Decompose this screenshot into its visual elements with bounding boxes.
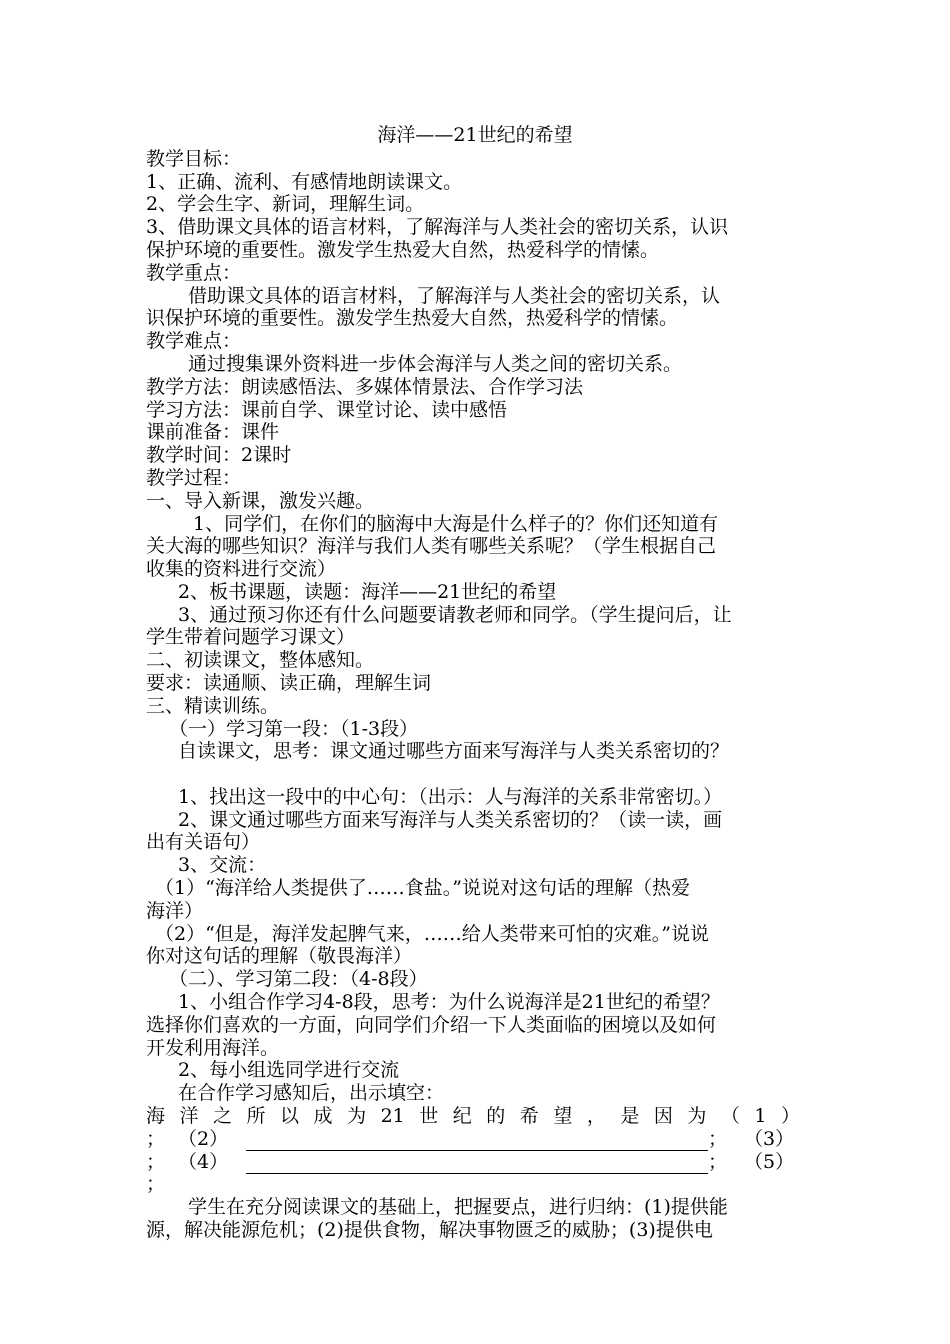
paragraph-line: 海洋）: [146, 900, 204, 922]
summary-line: 学生在充分阅读课文的基础上，把握要点，进行归纳：(1)提供能: [188, 1196, 728, 1218]
section-heading-difficulty: 教学难点：: [146, 330, 242, 352]
paragraph-line: 自读课文，思考：课文通过哪些方面来写海洋与人类关系密切的？: [178, 740, 730, 762]
paragraph-line: 学生带着问题学习课文）: [146, 626, 356, 648]
step-heading: 二、初读课文，整体感知。: [146, 649, 375, 671]
paragraph-line: 2、每小组选同学进行交流: [178, 1059, 400, 1081]
paragraph-line: 识保护环境的重要性。激发学生热爱大自然，热爱科学的情愫。: [146, 307, 679, 329]
fill-semicolon: ；: [146, 1128, 166, 1150]
section-heading-goals: 教学目标：: [146, 148, 242, 170]
paragraph-line: 借助课文具体的语言材料，了解海洋与人类社会的密切关系，认: [188, 285, 721, 307]
paragraph-line: 出有关语句）: [146, 831, 261, 853]
teaching-time: 教学时间：2课时: [146, 444, 292, 466]
preparation: 课前准备：课件: [146, 421, 280, 443]
fill-mark-5: （5）: [744, 1151, 795, 1173]
paragraph-line: 收集的资料进行交流）: [146, 558, 337, 580]
fill-semicolon: ；: [146, 1151, 166, 1173]
fill-mark-3: （3）: [744, 1128, 795, 1150]
paragraph-line: 要求：读通顺、读正确，理解生词: [146, 672, 432, 694]
paragraph-line: （1）“海洋给人类提供了……食盐。”说说对这句话的理解（热爱: [155, 877, 691, 899]
step-heading: 一、导入新课，激发兴趣。: [146, 490, 375, 512]
paragraph-line: 1、同学们，在你们的脑海中大海是什么样子的？你们还知道有: [193, 513, 719, 535]
paragraph-line: 通过搜集课外资料进一步体会海洋与人类之间的密切关系。: [188, 353, 683, 375]
section-heading-focus: 教学重点：: [146, 262, 242, 284]
fill-mark-4: （4）: [178, 1151, 229, 1173]
paragraph-line: 1、小组合作学习4-8段，思考：为什么说海洋是21世纪的希望？: [178, 991, 720, 1013]
fill-mark-2: （2）: [178, 1128, 229, 1150]
learning-method: 学习方法：课前自学、课堂讨论、读中感悟: [146, 399, 508, 421]
fill-semicolon: ；: [146, 1173, 166, 1195]
fill-blank-4[interactable]: [246, 1151, 708, 1174]
fill-semicolon: ；: [708, 1151, 728, 1173]
paragraph-line: （2）“但是，海洋发起脾气来，……给人类带来可怕的灾难。”说说: [155, 923, 710, 945]
fill-in-line-1: 海洋之所以成为21世纪的希望，是因为（1）: [146, 1105, 800, 1127]
goal-item-cont: 保护环境的重要性。激发学生热爱大自然，热爱科学的情愫。: [146, 239, 660, 261]
paragraph-line: 关大海的哪些知识？海洋与我们人类有哪些关系呢？（学生根据自己: [146, 535, 717, 557]
subsection-heading: （二）、学习第二段：（4-8段）: [169, 968, 428, 990]
goal-item: 1、正确、流利、有感情地朗读课文。: [146, 171, 463, 193]
document-title: 海洋——21世纪的希望: [377, 124, 573, 146]
subsection-heading: （一）学习第一段：（1-3段）: [169, 718, 419, 740]
fill-blank-2[interactable]: [246, 1128, 708, 1151]
step-heading: 三、精读训练。: [146, 695, 280, 717]
paragraph-line: 你对这句话的理解（敬畏海洋）: [146, 945, 413, 967]
paragraph-line: 选择你们喜欢的一方面，向同学们介绍一下人类面临的困境以及如何: [146, 1014, 717, 1036]
paragraph-line: 3、通过预习你还有什么问题要请教老师和同学。（学生提问后，让: [178, 604, 732, 626]
paragraph-line: 3、交流：: [178, 854, 267, 876]
paragraph-line: 2、板书课题，读题：海洋——21世纪的希望: [178, 581, 557, 603]
teaching-method: 教学方法：朗读感悟法、多媒体情景法、合作学习法: [146, 376, 584, 398]
goal-item: 2、学会生字、新词，理解生词。: [146, 193, 425, 215]
section-heading-process: 教学过程：: [146, 467, 242, 489]
fill-semicolon: ；: [708, 1128, 728, 1150]
goal-item: 3、借助课文具体的语言材料，了解海洋与人类社会的密切关系，认识: [146, 216, 729, 238]
paragraph-line: 1、找出这一段中的中心句：（出示：人与海洋的关系非常密切。）: [178, 786, 723, 808]
summary-line: 源，解决能源危机；(2)提供食物，解决事物匮乏的威胁；(3)提供电: [146, 1219, 713, 1241]
paragraph-line: 开发利用海洋。: [146, 1037, 280, 1059]
paragraph-line: 2、课文通过哪些方面来写海洋与人类关系密切的？（读一读，画: [178, 809, 723, 831]
paragraph-line: 在合作学习感知后，出示填空：: [178, 1082, 445, 1104]
